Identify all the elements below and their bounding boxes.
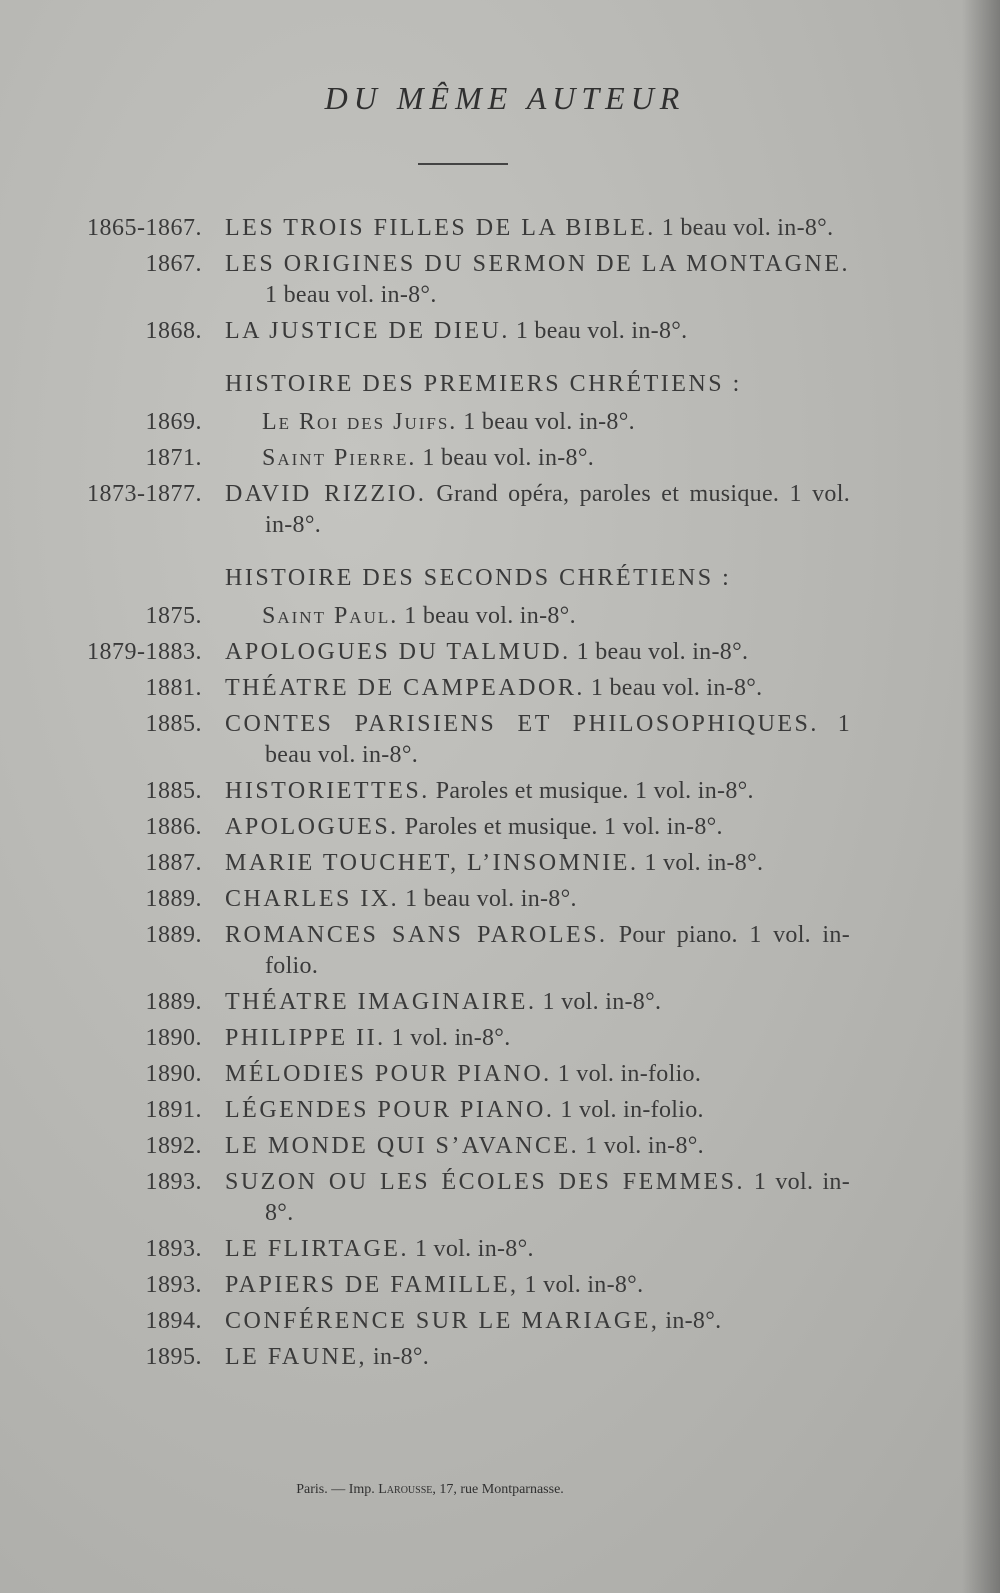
page-edge-shadow (962, 0, 1000, 1593)
entry-details: 1 beau vol. in-8°. (661, 215, 834, 241)
entry-year: 1890. (145, 1025, 202, 1051)
bibliography-entry (50, 1167, 850, 1229)
entry-year: 1865-1867. (87, 215, 202, 241)
entry-year: 1875. (145, 603, 202, 629)
entry-year: 1886. (145, 814, 202, 840)
bibliography-entry (50, 884, 850, 915)
bibliography-entry (50, 443, 850, 474)
entry-title: LA JUSTICE DE DIEU. (225, 318, 510, 344)
entry-title: LES TROIS FILLES DE LA BIBLE. (225, 215, 656, 241)
entry-year: 1892. (145, 1133, 202, 1159)
entry-year: 1889. (145, 922, 202, 948)
bibliography-entry (50, 1095, 850, 1126)
entry-title: CHARLES IX. (225, 886, 400, 912)
entry-details: 1 beau vol. in-8°. (405, 886, 577, 912)
entry-details: Grand opéra, paroles et musique. 1 vol. in-8°. (265, 481, 850, 538)
entry-details: Paroles et musique. 1 vol. in-8°. (435, 778, 754, 804)
entry-title: MARIE TOUCHET, L’INSOMNIE. (225, 850, 639, 876)
entry-details: 1 beau vol. in-8°. (422, 445, 595, 471)
bibliography-entry (50, 1270, 850, 1301)
bibliography-entry (50, 1306, 850, 1337)
entry-title: PAPIERS DE FAMILLE, (225, 1272, 519, 1298)
entry-title: LE MONDE QUI S’AVANCE. (225, 1133, 580, 1159)
entry-details: in-8°. (665, 1308, 722, 1334)
bibliography-entry (50, 1059, 850, 1090)
bibliography-entry (50, 213, 850, 244)
bibliography-entry (50, 709, 850, 771)
page-heading: DU MÊME AUTEUR (324, 80, 686, 116)
bibliography-entry (50, 601, 850, 632)
entry-title: LES ORIGINES DU SERMON DE LA MONTAGNE. (225, 251, 850, 277)
bibliography-entry (50, 637, 850, 668)
entry-year: 1885. (145, 711, 202, 737)
entry-details: Pour piano. 1 vol. in-folio. (265, 922, 850, 979)
entry-year: 1879-1883. (87, 639, 202, 665)
entry-details: 1 beau vol. in-8°. (590, 675, 763, 701)
bibliography-entry (50, 673, 850, 704)
entry-year: 1867. (145, 251, 202, 277)
bibliography-entry (50, 316, 850, 347)
heading-rule (418, 163, 508, 165)
bibliography-list (50, 213, 850, 1378)
bibliography-entry (50, 407, 850, 438)
entry-title: HISTORIETTES. (225, 778, 430, 804)
entry-year: 1895. (145, 1344, 202, 1370)
bibliography-entry (50, 1131, 850, 1162)
bibliography-entry (50, 987, 850, 1018)
entry-year: 1885. (145, 778, 202, 804)
entry-details: 1 beau vol. in-8°. (463, 409, 635, 435)
bibliography-entry (50, 249, 850, 311)
entry-title: THÉATRE IMAGINAIRE. (225, 989, 537, 1015)
bibliography-entry (50, 812, 850, 843)
entry-details: 1 beau vol. in-8°. (515, 318, 688, 344)
entry-year: 1889. (145, 886, 202, 912)
bibliography-entry (50, 1023, 850, 1054)
entry-title: LE FLIRTAGE. (225, 1236, 409, 1262)
entry-title: APOLOGUES. (225, 814, 399, 840)
entry-title: LE FAUNE, (225, 1344, 368, 1370)
entry-title: Saint Pierre. (262, 445, 417, 471)
bibliography-entry (50, 920, 850, 982)
entry-year: 1889. (145, 989, 202, 1015)
entry-details: 1 vol. in-8°. (524, 1272, 644, 1298)
entry-title: SUZON OU LES ÉCOLES DES FEMMES. (225, 1169, 745, 1195)
entry-year: 1881. (145, 675, 202, 701)
entry-details: Paroles et musique. 1 vol. in-8°. (404, 814, 723, 840)
entry-details: 1 vol. in-8°. (644, 850, 764, 876)
entry-details: 1 vol. in-folio. (560, 1097, 704, 1123)
entry-details: 1 beau vol. in-8°. (404, 603, 576, 629)
entry-details: 1 beau vol. in-8°. (265, 711, 850, 768)
entry-details: 1 vol. in-8°. (391, 1025, 511, 1051)
entry-title: LÉGENDES POUR PIANO. (225, 1097, 555, 1123)
entry-details: 1 beau vol. in-8°. (576, 639, 749, 665)
entry-year: 1887. (145, 850, 202, 876)
section-heading-seconds-chretiens: HISTOIRE DES SECONDS CHRÉTIENS : (225, 565, 732, 591)
entry-year: 1893. (145, 1169, 202, 1195)
entry-details: 1 beau vol. in-8°. (265, 282, 437, 308)
entry-title: CONFÉRENCE SUR LE MARIAGE, (225, 1308, 660, 1334)
entry-year: 1871. (145, 445, 202, 471)
entry-year: 1868. (145, 318, 202, 344)
entry-year: 1893. (145, 1272, 202, 1298)
bibliography-entry (50, 776, 850, 807)
bibliography-entry (50, 848, 850, 879)
section-heading-premiers-chretiens: HISTOIRE DES PREMIERS CHRÉTIENS : (225, 371, 742, 397)
entry-details: 1 vol. in-8°. (585, 1133, 704, 1159)
entry-title: THÉATRE DE CAMPEADOR. (225, 675, 585, 701)
bibliography-entry (50, 1342, 850, 1373)
entry-details: in-8°. (373, 1344, 430, 1370)
entry-year: 1894. (145, 1308, 202, 1334)
entry-year: 1890. (145, 1061, 202, 1087)
entry-details: 1 vol. in-8°. (265, 1169, 850, 1226)
entry-details: 1 vol. in-8°. (542, 989, 662, 1015)
entry-details: 1 vol. in-folio. (557, 1061, 702, 1087)
entry-details: 1 vol. in-8°. (414, 1236, 534, 1262)
entry-title: Le Roi des Juifs. (262, 409, 458, 435)
bibliography-entries-later (50, 637, 850, 1373)
entry-title: DAVID RIZZIO. (225, 481, 427, 507)
printer-imprint (0, 1482, 1000, 1498)
entry-year: 1869. (145, 409, 202, 435)
entry-year: 1893. (145, 1236, 202, 1262)
imprint-address: , 17, rue Montparnasse. (432, 1482, 564, 1497)
entry-title: CONTES PARISIENS ET PHILOSOPHIQUES. (225, 711, 819, 737)
entry-year: 1873-1877. (87, 481, 202, 507)
entry-title: APOLOGUES DU TALMUD. (225, 639, 571, 665)
entry-title: Saint Paul. (262, 603, 399, 629)
imprint-prefix: Paris. — Imp. (296, 1482, 375, 1497)
entry-title: MÉLODIES POUR PIANO. (225, 1061, 552, 1087)
bibliography-entry (50, 479, 850, 541)
entry-year: 1891. (145, 1097, 202, 1123)
entry-title: PHILIPPE II. (225, 1025, 386, 1051)
bibliography-entry (50, 1234, 850, 1265)
entry-title: ROMANCES SANS PAROLES. (225, 922, 608, 948)
imprint-printer: Larousse (378, 1482, 433, 1497)
